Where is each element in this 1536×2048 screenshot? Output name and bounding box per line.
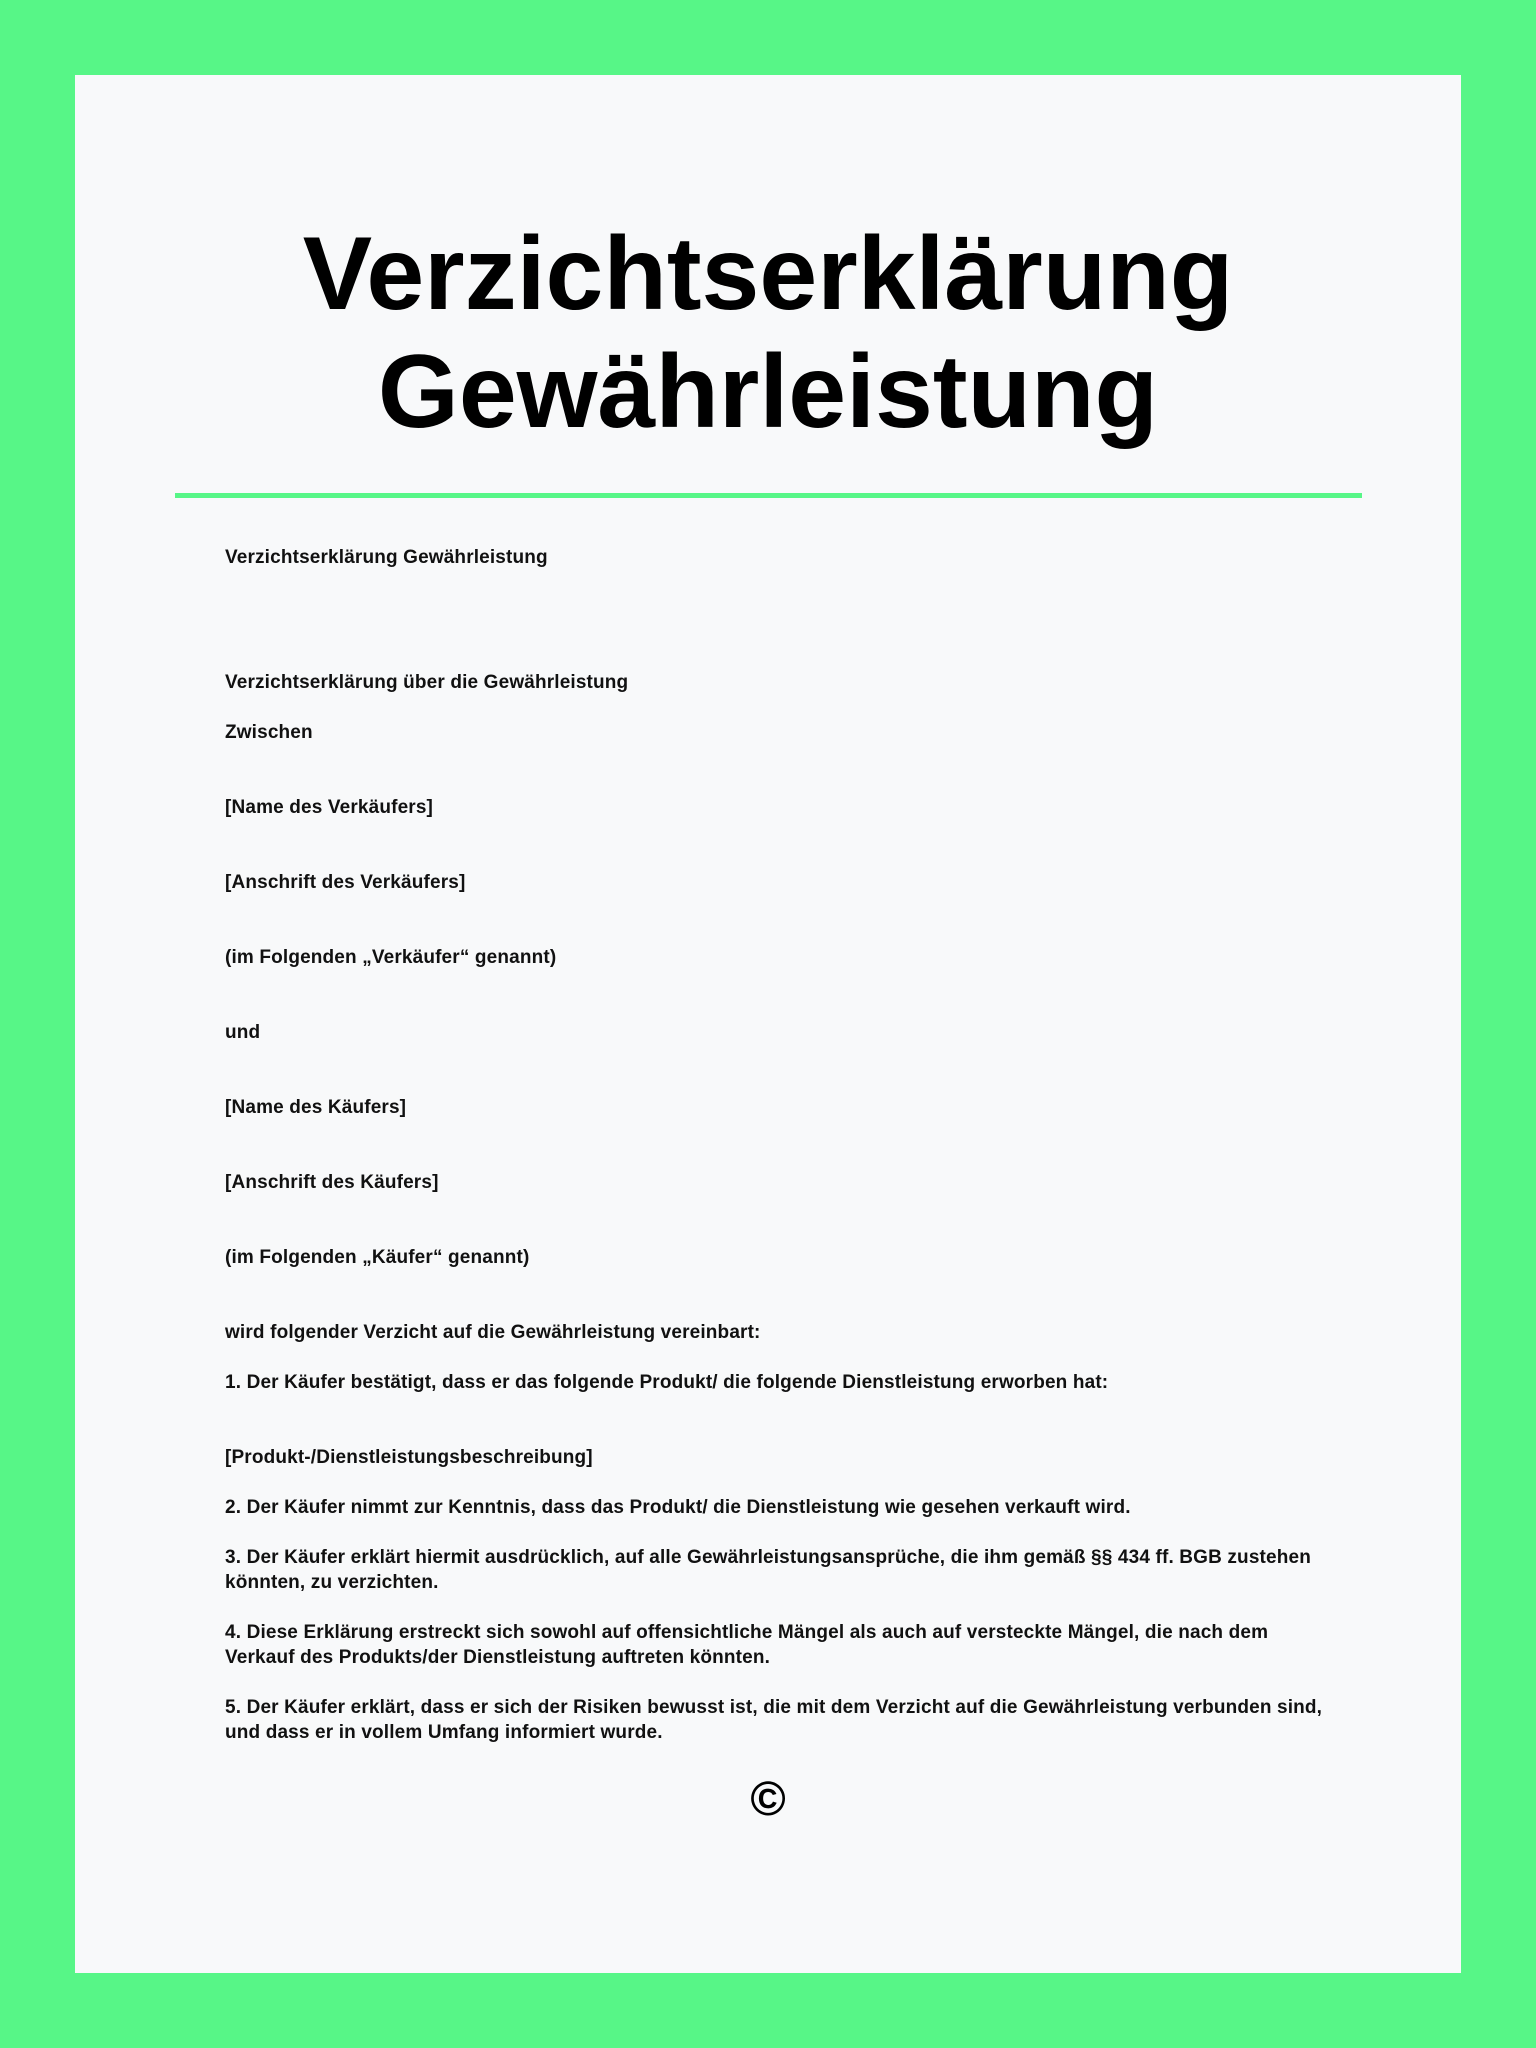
clause-3: 3. Der Käufer erklärt hiermit ausdrücklich, auf alle Gewährleistungsansprüche, die ihm gemäß §§ 434 ff. BGB zustehen könnten, zu verzichten. — [225, 1547, 1311, 1593]
document-title — [0, 215, 1536, 451]
product-description-placeholder: [Produkt-/Dienstleistungsbeschreibung] — [225, 1447, 593, 1468]
and-label: und — [225, 1022, 261, 1043]
clause-4: 4. Diese Erklärung erstreckt sich sowohl auf offensichtliche Mängel als auch auf versteckte Mängel, die nach dem Verkauf des Produkts/der Dienstleistung auftreten könnten. — [225, 1622, 1269, 1668]
seller-address-placeholder: [Anschrift des Verkäufers] — [225, 872, 466, 893]
clause-1: 1. Der Käufer bestätigt, dass er das folgende Produkt/ die folgende Dienstleistung erworben hat: — [225, 1372, 1109, 1393]
buyer-name-placeholder: [Name des Käufers] — [225, 1097, 407, 1118]
title-divider — [175, 493, 1362, 498]
document-heading: Verzichtserklärung Gewährleistung — [225, 547, 548, 568]
clause-5: 5. Der Käufer erklärt, dass er sich der Risiken bewusst ist, die mit dem Verzicht auf die Gewährleistung verbunden sind, und dass er in vollem Umfang informiert wurde. — [225, 1697, 1323, 1743]
seller-name-placeholder: [Name des Verkäufers] — [225, 797, 434, 818]
buyer-address-placeholder: [Anschrift des Käufers] — [225, 1172, 439, 1193]
title-line-1: Verzichtserklärung — [302, 216, 1234, 332]
seller-designation: (im Folgenden „Verkäufer“ genannt) — [225, 947, 557, 968]
copyright-icon: © — [750, 1773, 786, 1826]
clause-2: 2. Der Käufer nimmt zur Kenntnis, dass das Produkt/ die Dienstleistung wie gesehen verkauft wird. — [225, 1497, 1131, 1518]
agreement-intro: wird folgender Verzicht auf die Gewährleistung vereinbart: — [225, 1322, 761, 1343]
title-line-2: Gewährleistung — [377, 334, 1159, 450]
buyer-designation: (im Folgenden „Käufer“ genannt) — [225, 1247, 530, 1268]
document-subheading: Verzichtserklärung über die Gewährleistung — [225, 672, 629, 693]
between-label: Zwischen — [225, 722, 313, 743]
